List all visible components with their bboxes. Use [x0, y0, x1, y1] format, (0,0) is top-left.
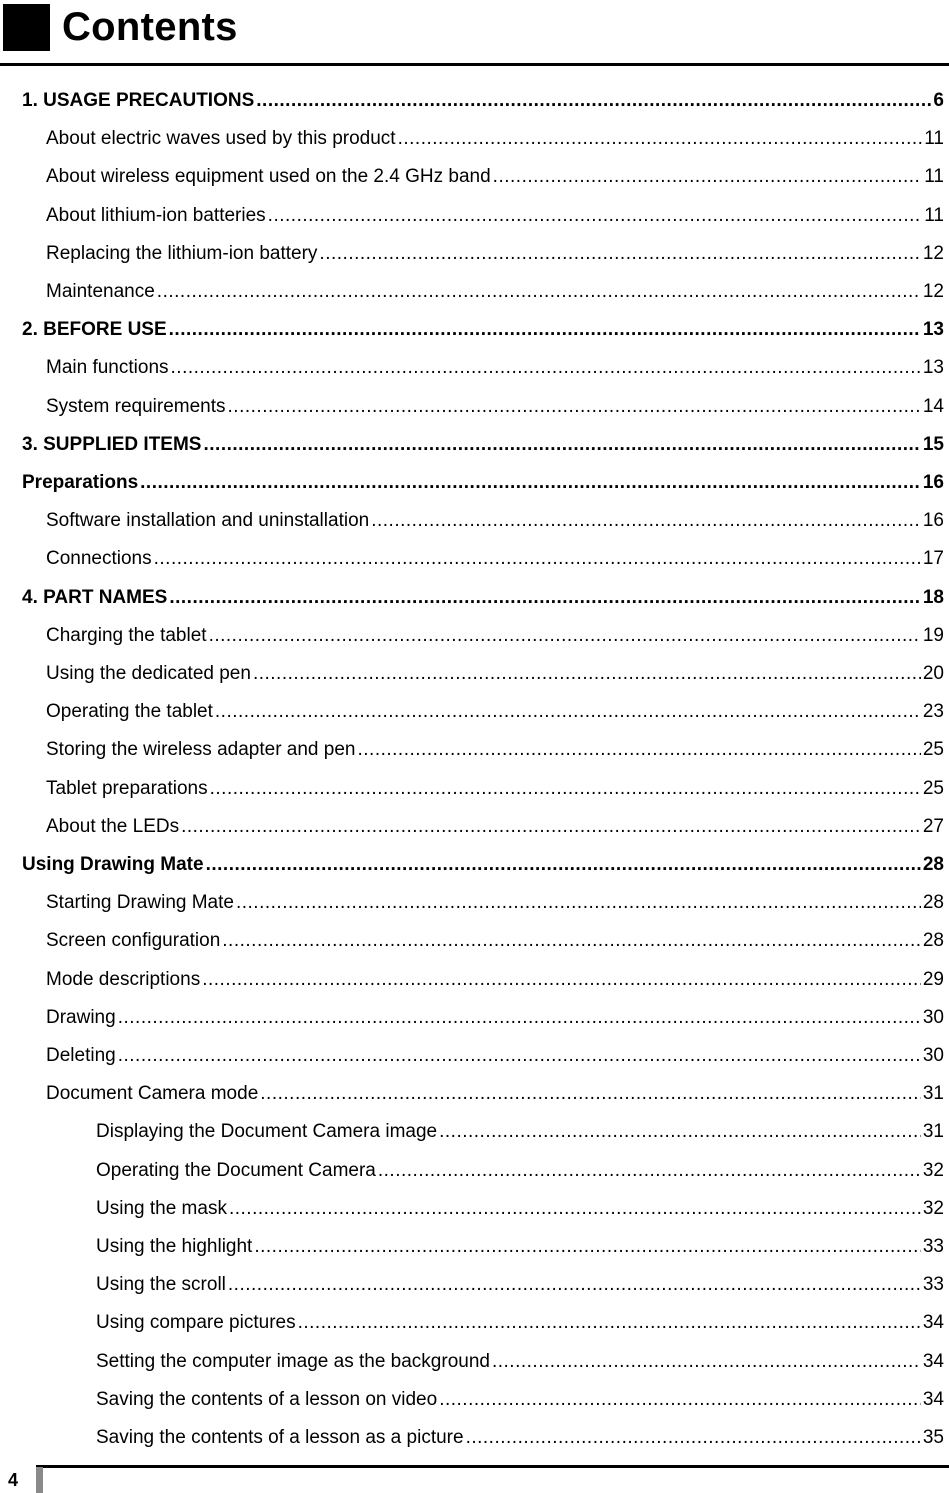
toc-entry-label: System requirements: [46, 395, 226, 417]
toc-entry[interactable]: [0, 770, 949, 808]
toc-entry[interactable]: [0, 884, 949, 922]
toc-dot-leader: [228, 1266, 921, 1304]
toc-entry[interactable]: [0, 961, 949, 999]
toc-dot-leader: [154, 540, 921, 578]
toc-entry-label: Using the scroll: [96, 1274, 226, 1296]
title-marker-block: [3, 4, 50, 51]
toc-dot-leader: [228, 388, 921, 426]
toc-entry-label: 2. BEFORE USE: [22, 319, 167, 341]
toc-entry-page: 15: [922, 433, 944, 455]
toc-entry-label: Mode descriptions: [46, 968, 201, 990]
toc-entry-page: 34: [922, 1350, 944, 1372]
toc-entry-label: Software installation and uninstallation: [46, 510, 370, 532]
toc-entry[interactable]: [0, 158, 949, 196]
toc-dot-leader: [157, 273, 921, 311]
toc-entry[interactable]: [0, 349, 949, 387]
toc-dot-leader: [466, 1419, 921, 1457]
toc-entry-page: 13: [922, 357, 944, 379]
toc-entry-label: Drawing: [46, 1006, 116, 1028]
toc-entry-page: 31: [922, 1083, 944, 1105]
toc-entry-page: 20: [922, 663, 944, 684]
toc-entry-page: 28: [922, 892, 944, 914]
toc-dot-leader: [357, 731, 920, 769]
toc-entry-label: Deleting: [46, 1045, 116, 1066]
toc-entry-label: Displaying the Document Camera image: [96, 1121, 438, 1143]
page-number: 4: [8, 1470, 19, 1490]
toc-dot-leader: [371, 502, 921, 540]
toc-entry[interactable]: [0, 999, 949, 1037]
toc-entry[interactable]: [0, 808, 949, 846]
toc-dot-leader: [229, 1190, 921, 1228]
toc-entry[interactable]: [0, 426, 949, 464]
toc-entry[interactable]: [0, 1075, 949, 1113]
toc-entry-page: 28: [922, 854, 944, 875]
toc-entry[interactable]: [0, 197, 949, 235]
toc-dot-leader: [398, 120, 923, 158]
toc-dot-leader: [206, 846, 921, 884]
toc-entry-page: 19: [922, 624, 944, 646]
toc-entry[interactable]: [0, 464, 949, 502]
toc-entry-page: 33: [922, 1236, 944, 1257]
toc-entry-page: 12: [922, 281, 944, 302]
toc-entry-page: 30: [922, 1006, 944, 1028]
toc-entry-page: 29: [922, 968, 944, 990]
toc-entry-page: 11: [924, 204, 944, 226]
toc-dot-leader: [215, 693, 921, 731]
toc-dot-leader: [256, 82, 931, 120]
toc-entry-label: Connections: [46, 548, 152, 570]
toc-entry-page: 6: [933, 90, 944, 111]
toc-entry[interactable]: [0, 120, 949, 158]
toc-entry-label: 1. USAGE PRECAUTIONS: [22, 90, 255, 111]
toc-dot-leader: [260, 1075, 921, 1113]
toc-entry[interactable]: [0, 273, 949, 311]
toc-entry[interactable]: [0, 579, 949, 617]
toc-dot-leader: [118, 1037, 921, 1075]
toc-entry-page: 12: [922, 242, 944, 264]
page-title: Contents: [62, 5, 238, 49]
toc-entry[interactable]: [0, 1304, 949, 1342]
toc-entry[interactable]: [0, 693, 949, 731]
toc-entry-label: About lithium-ion batteries: [46, 204, 266, 226]
toc-entry-page: 18: [922, 586, 944, 608]
toc-entry-label: Replacing the lithium-ion battery: [46, 242, 318, 264]
toc-dot-leader: [209, 617, 921, 655]
toc-entry-label: Using compare pictures: [96, 1312, 296, 1334]
toc-entry-page: 13: [922, 319, 944, 341]
title-divider: [0, 63, 949, 66]
toc-entry[interactable]: [0, 1343, 949, 1381]
toc-entry-label: Document Camera mode: [46, 1083, 259, 1105]
toc-entry-label: Maintenance: [46, 281, 155, 302]
toc-entry-label: Screen configuration: [46, 930, 221, 952]
toc-entry-page: 32: [922, 1197, 944, 1219]
toc-dot-leader: [378, 1152, 921, 1190]
toc-entry-page: 17: [922, 548, 944, 570]
toc-dot-leader: [210, 770, 921, 808]
toc-entry[interactable]: [0, 311, 949, 349]
toc-entry-label: Setting the computer image as the background: [96, 1350, 490, 1372]
toc-entry[interactable]: [0, 731, 949, 769]
toc-dot-leader: [203, 426, 920, 464]
toc-entry-page: 11: [924, 166, 944, 188]
toc-entry-label: Saving the contents of a lesson as a picture: [96, 1427, 464, 1448]
footer-divider: [36, 1465, 949, 1468]
toc-dot-leader: [493, 158, 923, 196]
toc-dot-leader: [298, 1304, 921, 1342]
toc-dot-leader: [222, 922, 921, 960]
toc-dot-leader: [439, 1381, 921, 1419]
toc-entry-label: Charging the tablet: [46, 624, 207, 646]
toc-entry-label: Operating the Document Camera: [96, 1159, 376, 1181]
toc-entry[interactable]: [0, 1152, 949, 1190]
toc-dot-leader: [118, 999, 921, 1037]
toc-dot-leader: [140, 464, 921, 502]
toc-entry-label: Operating the tablet: [46, 701, 213, 723]
toc-entry[interactable]: [0, 1266, 949, 1304]
toc-entry-page: 31: [922, 1121, 944, 1143]
toc-dot-leader: [181, 808, 921, 846]
page-header: [0, 0, 949, 66]
toc-entry-page: 27: [922, 815, 944, 837]
toc-dot-leader: [202, 961, 921, 999]
footer-tab-marker: [36, 1467, 43, 1493]
toc-entry-page: 32: [922, 1159, 944, 1181]
toc-entry[interactable]: [0, 846, 949, 884]
toc-dot-leader: [236, 884, 921, 922]
toc-entry-label: Saving the contents of a lesson on video: [96, 1388, 438, 1410]
toc-entry-label: 3. SUPPLIED ITEMS: [22, 433, 202, 455]
toc-entry-page: 34: [922, 1388, 944, 1410]
toc-dot-leader: [169, 579, 921, 617]
toc-entry-label: Using Drawing Mate: [22, 854, 204, 875]
toc-entry-page: 23: [922, 701, 944, 723]
toc-entry-label: Preparations: [22, 472, 139, 493]
toc-entry-page: 16: [922, 510, 944, 532]
toc-entry[interactable]: [0, 1037, 949, 1075]
toc-entry[interactable]: [0, 1381, 949, 1419]
page-footer: [0, 1462, 949, 1493]
toc-entry-page: 11: [924, 128, 944, 150]
toc-entry-page: 35: [922, 1427, 944, 1448]
toc-entry-page: 25: [922, 739, 944, 761]
toc-dot-leader: [254, 1228, 921, 1266]
toc-entry-label: Storing the wireless adapter and pen: [46, 739, 356, 761]
toc-entry-label: 4. PART NAMES: [22, 586, 168, 608]
toc-dot-leader: [492, 1343, 921, 1381]
toc-entry-label: Using the dedicated pen: [46, 663, 251, 684]
toc-dot-leader: [171, 349, 921, 387]
toc-entry[interactable]: [0, 235, 949, 273]
toc-dot-leader: [169, 311, 921, 349]
toc-entry[interactable]: [0, 540, 949, 578]
toc-entry-label: Starting Drawing Mate: [46, 892, 234, 914]
toc-entry-page: 16: [922, 472, 944, 493]
toc-entry-label: Main functions: [46, 357, 169, 379]
toc-entry-label: Using the mask: [96, 1197, 227, 1219]
toc-entry-label: Using the highlight: [96, 1236, 253, 1257]
toc-entry-page: 28: [922, 930, 944, 952]
toc-entry-page: 30: [922, 1045, 944, 1066]
toc-entry[interactable]: [0, 388, 949, 426]
toc-entry-label: About wireless equipment used on the 2.4 GHz band: [46, 166, 491, 188]
toc-dot-leader: [439, 1113, 921, 1151]
toc-entry-page: 25: [922, 777, 944, 799]
toc-entry-page: 14: [922, 395, 944, 417]
toc-entry-label: About the LEDs: [46, 815, 180, 837]
toc-entry-page: 34: [922, 1312, 944, 1334]
toc-entry[interactable]: [0, 922, 949, 960]
toc-dot-leader: [253, 655, 921, 693]
toc-entry[interactable]: [0, 1190, 949, 1228]
toc-entry[interactable]: [0, 1228, 949, 1266]
toc-entry[interactable]: [0, 617, 949, 655]
toc-entry[interactable]: [0, 502, 949, 540]
toc-entry-page: 33: [922, 1274, 944, 1296]
toc-entry[interactable]: [0, 1113, 949, 1151]
toc-entry[interactable]: [0, 82, 949, 120]
toc-entry[interactable]: [0, 655, 949, 693]
toc-entry-label: About electric waves used by this product: [46, 128, 396, 150]
toc-entry-label: Tablet preparations: [46, 777, 208, 799]
toc-dot-leader: [319, 235, 920, 273]
toc-entry[interactable]: [0, 1419, 949, 1457]
toc-dot-leader: [268, 197, 923, 235]
